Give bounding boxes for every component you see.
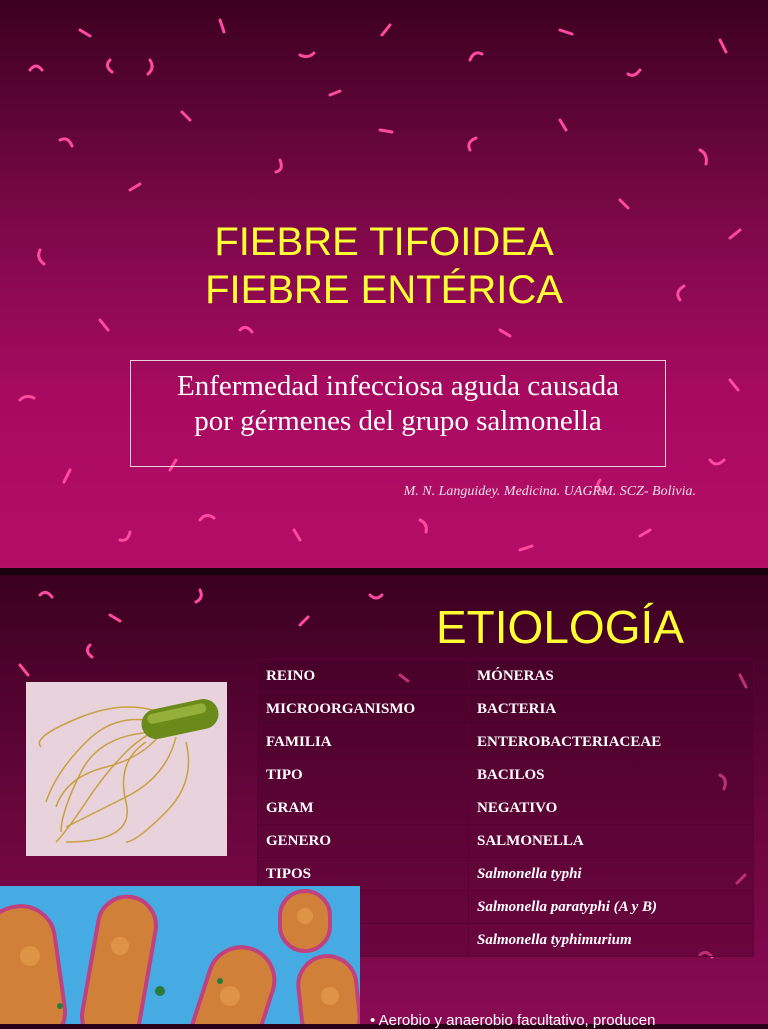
table-row (258, 726, 754, 759)
subtitle-line-2: por gérmenes del grupo salmonella (194, 405, 602, 437)
table-cell-value: NEGATIVO (469, 792, 754, 825)
salmonella-micrograph-image (0, 886, 360, 1024)
bacteria-flagella-image (26, 682, 227, 856)
table-cell-value: SALMONELLA (469, 825, 754, 858)
slide-divider (0, 568, 768, 575)
table-cell-label: TIPOS (258, 858, 469, 891)
bullet-text: • Aerobio y anaerobio facultativo, producen (370, 1012, 656, 1029)
table-cell-label: GRAM (258, 792, 469, 825)
table-cell-label: GENERO (258, 825, 469, 858)
title-line-1: FIEBRE TIFOIDEA (214, 220, 554, 264)
table-row (258, 825, 754, 858)
table-cell-value: Salmonella paratyphi (A y B) (469, 891, 754, 924)
table-cell-value: MÓNERAS (469, 660, 754, 693)
subtitle-line-1: Enfermedad infecciosa aguda causada (176, 370, 619, 402)
table-row (258, 693, 754, 726)
title-line-2: FIEBRE ENTÉRICA (205, 268, 563, 312)
table-cell-value: BACTERIA (469, 693, 754, 726)
etiologia-title: ETIOLOGÍA (436, 601, 684, 653)
subtitle-box (130, 360, 666, 467)
table-cell-value: Salmonella typhi (469, 858, 754, 891)
table-row (258, 759, 754, 792)
table-cell-value: BACILOS (469, 759, 754, 792)
table-row (258, 792, 754, 825)
table-cell-label: FAMILIA (258, 726, 469, 759)
table-cell-label: REINO (258, 660, 469, 693)
table-cell-value: Salmonella typhimurium (469, 924, 754, 957)
table-cell-label: TIPO (258, 759, 469, 792)
table-cell-value: ENTEROBACTERIACEAE (469, 726, 754, 759)
author-credit: M. N. Languidey. Medicina. UAGRM. SCZ- Bolivia. (403, 484, 696, 499)
table-row (258, 660, 754, 693)
table-cell-label: MICROORGANISMO (258, 693, 469, 726)
